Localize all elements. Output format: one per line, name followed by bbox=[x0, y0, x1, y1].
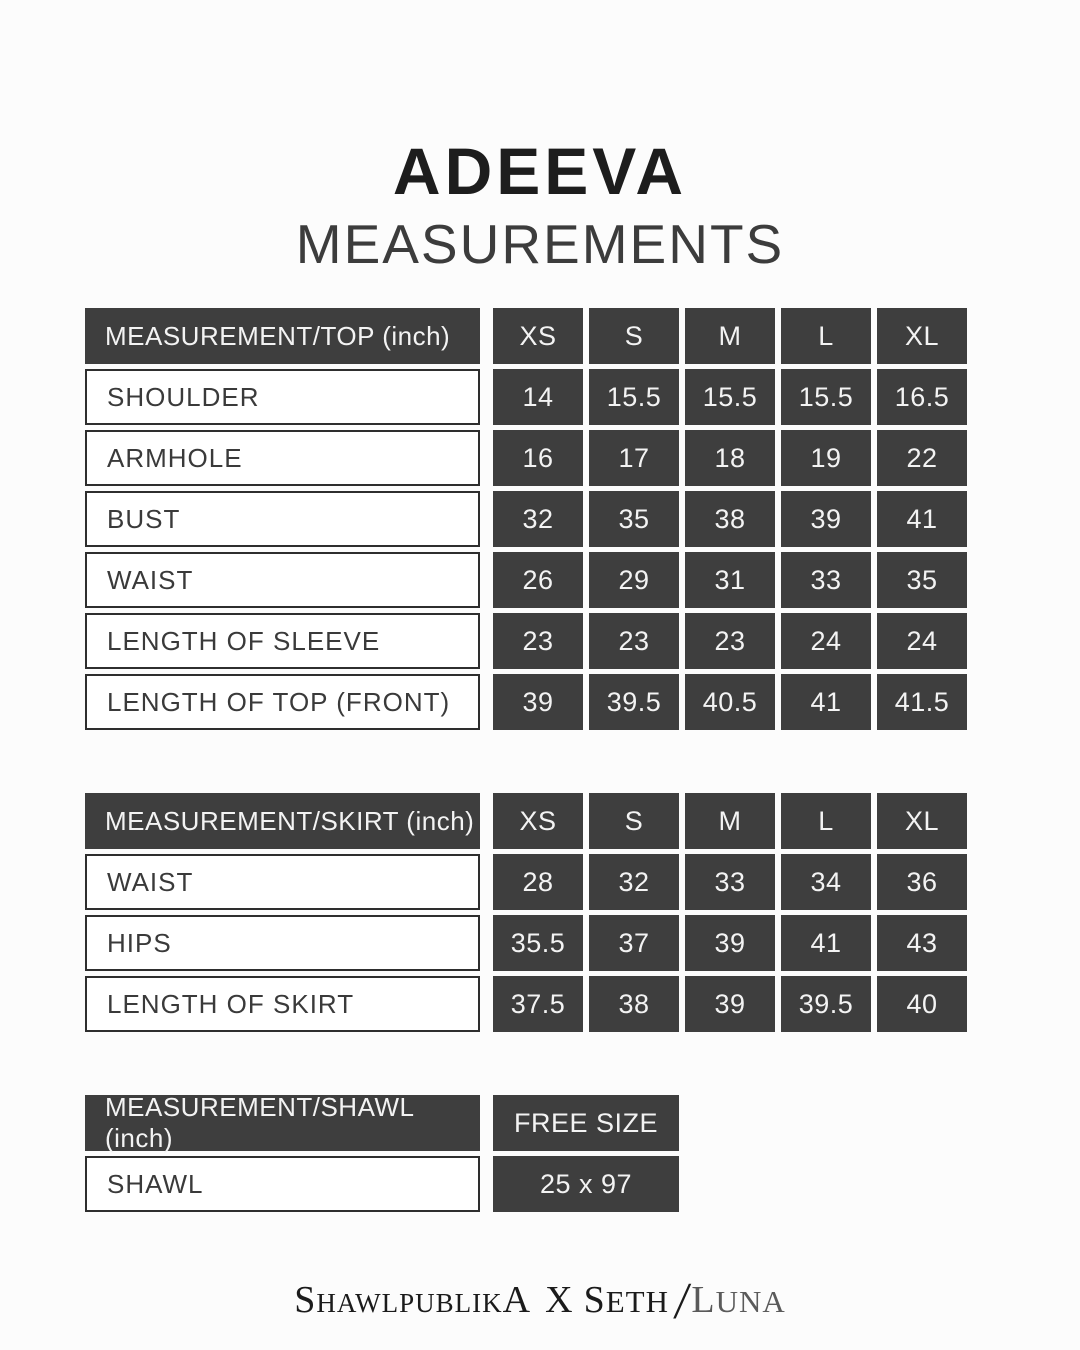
measurement-value-cell: 24 bbox=[877, 613, 967, 669]
size-header-group bbox=[493, 308, 967, 364]
row-label-cell: SHOULDER bbox=[85, 369, 480, 425]
table-row bbox=[85, 491, 1080, 547]
brand-shawlpublika-end: A bbox=[502, 1279, 532, 1321]
row-label-cell: ARMHOLE bbox=[85, 430, 480, 486]
size-column-header: L bbox=[781, 308, 871, 364]
table-row bbox=[85, 369, 1080, 425]
measurement-value-cell: 15.5 bbox=[589, 369, 679, 425]
measurement-value-cell: 35 bbox=[589, 491, 679, 547]
row-values-group bbox=[493, 915, 967, 971]
measurement-value-cell: 37.5 bbox=[493, 976, 583, 1032]
size-column-header: S bbox=[589, 793, 679, 849]
brand-collab-x: X bbox=[545, 1279, 574, 1321]
row-label-cell: SHAWL bbox=[85, 1156, 480, 1212]
measurement-value-cell: 19 bbox=[781, 430, 871, 486]
table-row bbox=[85, 854, 1080, 910]
row-label-cell: LENGTH OF TOP (FRONT) bbox=[85, 674, 480, 730]
brand-shawlpublika-mid: HAWLPUBLIK bbox=[316, 1288, 503, 1318]
measurement-value-cell: 23 bbox=[685, 613, 775, 669]
measurement-value-cell: 35.5 bbox=[493, 915, 583, 971]
size-column-header: XL bbox=[877, 308, 967, 364]
measurement-value-cell: 15.5 bbox=[781, 369, 871, 425]
measurement-value-cell: 28 bbox=[493, 854, 583, 910]
measurement-value-cell: 38 bbox=[589, 976, 679, 1032]
measurement-value-cell: 38 bbox=[685, 491, 775, 547]
brand-shawlpublika-initial: S bbox=[294, 1279, 317, 1321]
measurement-value-cell: 15.5 bbox=[685, 369, 775, 425]
measurement-value-cell: 39.5 bbox=[781, 976, 871, 1032]
table-row bbox=[85, 613, 1080, 669]
brand-seth-initial: S bbox=[583, 1279, 606, 1321]
row-values-group bbox=[493, 430, 967, 486]
table-header-row bbox=[85, 793, 1080, 849]
row-values-group bbox=[493, 854, 967, 910]
measurement-tables bbox=[85, 308, 1080, 1212]
brand-seth-rest: ETH bbox=[605, 1284, 669, 1319]
measurement-value-cell: 39 bbox=[781, 491, 871, 547]
measurement-value-cell: 39 bbox=[493, 674, 583, 730]
measurement-value-cell: 32 bbox=[493, 491, 583, 547]
measurement-value-cell: 14 bbox=[493, 369, 583, 425]
table-row bbox=[85, 915, 1080, 971]
row-values-group bbox=[493, 1156, 679, 1212]
measurement-value-cell: 16.5 bbox=[877, 369, 967, 425]
table-title-cell: MEASUREMENT/SHAWL (inch) bbox=[85, 1095, 480, 1151]
measurement-value-cell: 41 bbox=[781, 674, 871, 730]
measurement-value-cell: 23 bbox=[589, 613, 679, 669]
measurement-value-cell: 43 bbox=[877, 915, 967, 971]
size-column-header: M bbox=[685, 793, 775, 849]
measurement-value-cell: 22 bbox=[877, 430, 967, 486]
row-label-cell: LENGTH OF SKIRT bbox=[85, 976, 480, 1032]
table-title-cell: MEASUREMENT/SKIRT (inch) bbox=[85, 793, 480, 849]
table-row bbox=[85, 552, 1080, 608]
table-row bbox=[85, 976, 1080, 1032]
page-subtitle: MEASUREMENTS bbox=[295, 213, 785, 275]
measurement-value-cell: 37 bbox=[589, 915, 679, 971]
measurement-value-cell: 32 bbox=[589, 854, 679, 910]
table-row bbox=[85, 430, 1080, 486]
measurement-value-cell: 16 bbox=[493, 430, 583, 486]
brand-separator-slash: / bbox=[671, 1273, 693, 1330]
table-header-row bbox=[85, 308, 1080, 364]
row-label-cell: WAIST bbox=[85, 552, 480, 608]
measurement-value-cell: 39 bbox=[685, 976, 775, 1032]
measurement-value-cell: 36 bbox=[877, 854, 967, 910]
size-column-header: XS bbox=[493, 793, 583, 849]
top-measurements-table bbox=[85, 308, 1080, 730]
size-column-header: M bbox=[685, 308, 775, 364]
size-column-header: L bbox=[781, 793, 871, 849]
measurement-value-cell: 33 bbox=[685, 854, 775, 910]
size-column-header: FREE SIZE bbox=[493, 1095, 679, 1151]
measurement-value-cell: 29 bbox=[589, 552, 679, 608]
row-values-group bbox=[493, 491, 967, 547]
measurement-value-cell: 35 bbox=[877, 552, 967, 608]
measurement-value-cell: 40.5 bbox=[685, 674, 775, 730]
measurement-value-cell: 18 bbox=[685, 430, 775, 486]
table-title-cell: MEASUREMENT/TOP (inch) bbox=[85, 308, 480, 364]
measurement-value-cell: 41 bbox=[877, 491, 967, 547]
measurement-value-cell: 34 bbox=[781, 854, 871, 910]
size-header-group bbox=[493, 793, 967, 849]
brand-logo bbox=[0, 1266, 1080, 1330]
size-header-group bbox=[493, 1095, 679, 1151]
row-label-cell: BUST bbox=[85, 491, 480, 547]
measurement-value-cell: 33 bbox=[781, 552, 871, 608]
row-values-group bbox=[493, 552, 967, 608]
table-row bbox=[85, 674, 1080, 730]
row-label-cell: WAIST bbox=[85, 854, 480, 910]
shawl-measurements-table bbox=[85, 1092, 1080, 1212]
size-column-header: S bbox=[589, 308, 679, 364]
row-label-cell: LENGTH OF SLEEVE bbox=[85, 613, 480, 669]
measurement-value-cell: 40 bbox=[877, 976, 967, 1032]
measurement-value-cell: 41 bbox=[781, 915, 871, 971]
table-header-row bbox=[85, 1092, 1080, 1153]
row-values-group bbox=[493, 976, 967, 1032]
table-row bbox=[85, 1156, 1080, 1212]
measurement-value-cell: 26 bbox=[493, 552, 583, 608]
measurement-value-cell: 39 bbox=[685, 915, 775, 971]
measurement-value-cell: 31 bbox=[685, 552, 775, 608]
measurement-value-cell: 25 x 97 bbox=[493, 1156, 679, 1212]
measurement-value-cell: 17 bbox=[589, 430, 679, 486]
size-column-header: XS bbox=[493, 308, 583, 364]
row-values-group bbox=[493, 369, 967, 425]
page-title: ADEEVA bbox=[392, 134, 688, 208]
brand-luna-rest: UNA bbox=[715, 1284, 786, 1319]
row-label-cell: HIPS bbox=[85, 915, 480, 971]
row-values-group bbox=[493, 674, 967, 730]
measurement-value-cell: 23 bbox=[493, 613, 583, 669]
row-values-group bbox=[493, 613, 967, 669]
skirt-measurements-table bbox=[85, 793, 1080, 1032]
measurement-value-cell: 39.5 bbox=[589, 674, 679, 730]
measurement-value-cell: 24 bbox=[781, 613, 871, 669]
brand-luna-initial: L bbox=[691, 1279, 716, 1321]
size-column-header: XL bbox=[877, 793, 967, 849]
measurement-value-cell: 41.5 bbox=[877, 674, 967, 730]
